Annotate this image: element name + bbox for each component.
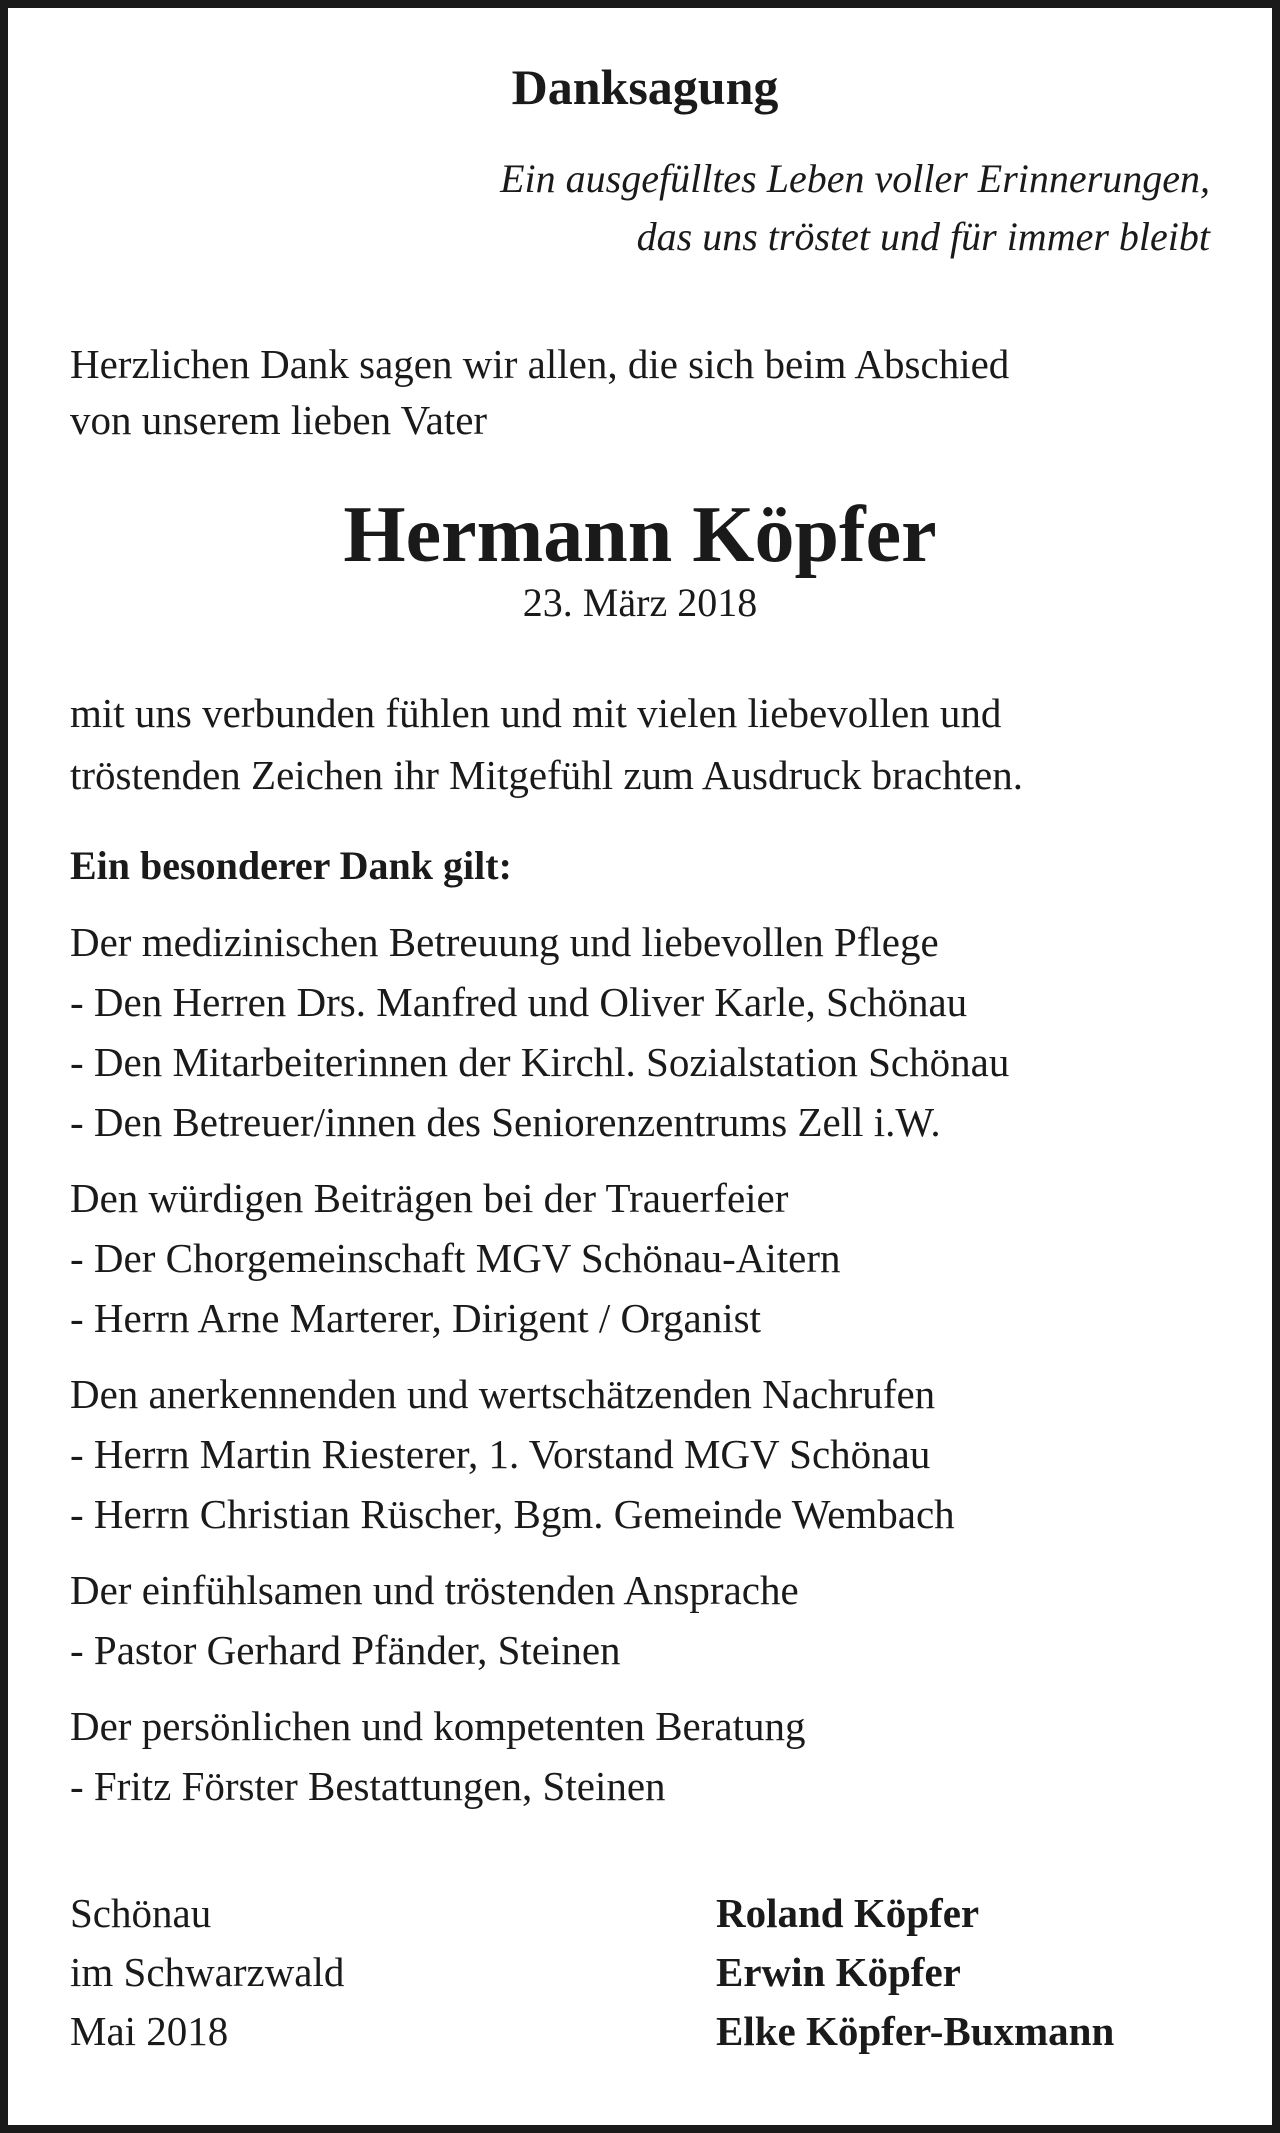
death-date: 23. März 2018: [522, 580, 758, 625]
group-item: - Pastor Gerhard Pfänder, Steinen: [70, 1627, 621, 1673]
place-and-date: [70, 1884, 344, 2061]
thanks-group: [70, 912, 1210, 1152]
group-item: - Den Mitarbeiterinnen der Kirchl. Sozialstation Schönau: [70, 1039, 1010, 1085]
deceased-name: Hermann Köpfer: [343, 491, 937, 579]
group-item: - Herrn Arne Marterer, Dirigent / Organist: [70, 1295, 761, 1341]
motto-line: Ein ausgefülltes Leben voller Erinnerungen,: [500, 156, 1210, 201]
special-thanks-heading: Ein besonderer Dank gilt:: [70, 843, 512, 888]
thanks-group: [70, 1696, 1210, 1816]
thanks-group: [70, 1168, 1210, 1348]
signer-name: Elke Köpfer-Buxmann: [716, 2008, 1115, 2054]
group-title: Den anerkennenden und wertschätzenden Nachrufen: [70, 1371, 936, 1417]
group-title: Der medizinischen Betreuung und liebevollen Pflege: [70, 919, 939, 965]
signer-name: Erwin Köpfer: [716, 1949, 961, 1995]
thanks-group: [70, 1560, 1210, 1680]
group-title: Den würdigen Beiträgen bei der Trauerfeier: [70, 1175, 789, 1221]
group-title: Der persönlichen und kompetenten Beratung: [70, 1703, 806, 1749]
notice-heading: Danksagung: [511, 59, 779, 115]
place-line: Schönau: [70, 1890, 212, 1936]
intro-line: von unserem lieben Vater: [70, 397, 488, 443]
paragraph-line: tröstenden Zeichen ihr Mitgefühl zum Ausdruck brachten.: [70, 752, 1023, 798]
paragraph-line: mit uns verbunden fühlen und mit vielen liebevollen und: [70, 690, 1002, 736]
group-item: - Den Betreuer/innen des Seniorenzentrums Zell i.W.: [70, 1099, 941, 1145]
intro-line: Herzlichen Dank sagen wir allen, die sich beim Abschied: [70, 341, 1010, 387]
signer-name: Roland Köpfer: [716, 1890, 980, 1936]
group-item: - Herrn Christian Rüscher, Bgm. Gemeinde Wembach: [70, 1491, 955, 1537]
place-line: im Schwarzwald: [70, 1949, 345, 1995]
group-title: Der einfühlsamen und tröstenden Ansprache: [70, 1567, 799, 1613]
thanks-group: [70, 1364, 1210, 1544]
motto-line: das uns tröstet und für immer bleibt: [636, 214, 1210, 259]
signers: [716, 1884, 1114, 2061]
group-item: - Herrn Martin Riesterer, 1. Vorstand MGV Schönau: [70, 1431, 931, 1477]
thanks-paragraph: [70, 682, 1210, 806]
place-line: Mai 2018: [70, 2008, 229, 2054]
group-item: - Der Chorgemeinschaft MGV Schönau-Aitern: [70, 1235, 841, 1281]
intro-text: [70, 336, 1210, 448]
group-item: - Den Herren Drs. Manfred und Oliver Karle, Schönau: [70, 979, 968, 1025]
motto-quote: [500, 150, 1210, 266]
group-item: - Fritz Förster Bestattungen, Steinen: [70, 1763, 666, 1809]
thanks-groups: [70, 912, 1210, 1832]
